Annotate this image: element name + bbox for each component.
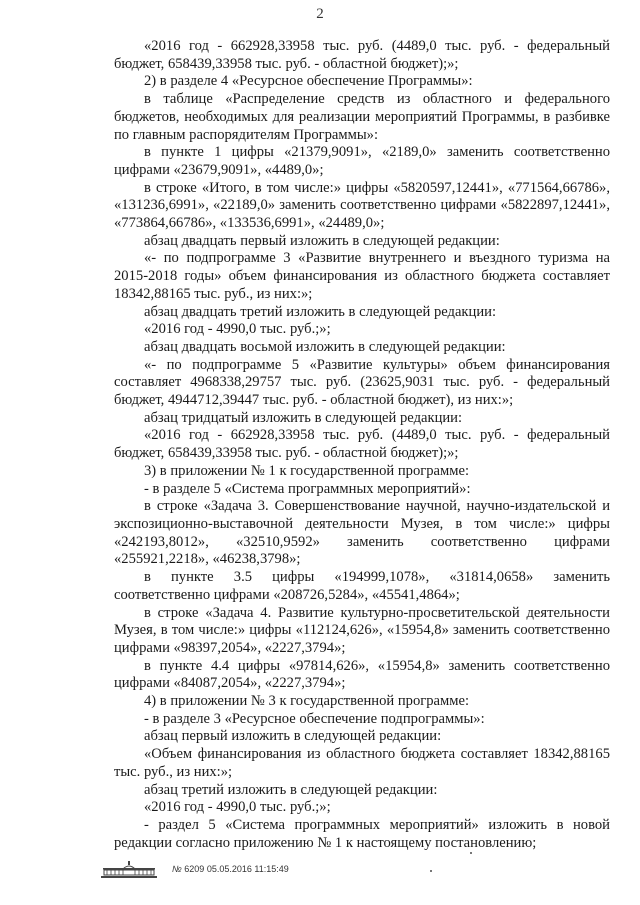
document-number: 6209 xyxy=(184,864,205,874)
paragraph: абзац третий изложить в следующей редакции: xyxy=(144,781,438,798)
paragraph: в пункте 1 цифры «21379,9091», «2189,0» заменить соответственно цифрами «23679,9091», «4489,0»; xyxy=(114,144,610,178)
registration-stamp xyxy=(172,864,289,874)
document-body xyxy=(114,38,610,852)
paragraph: - раздел 5 «Система программных мероприятий» изложить в новой редакции согласно приложению № 1 к настоящему постановлению; xyxy=(114,816,610,851)
paragraph: - в разделе 3 «Ресурсное обеспечение подпрограммы»: xyxy=(144,710,485,727)
page-number: 2 xyxy=(316,6,324,22)
paragraph: абзац двадцать первый изложить в следующей редакции: xyxy=(144,232,500,249)
paragraph: «Объем финансирования из областного бюджета составляет 18342,88165 тыс. руб., из них:»; xyxy=(114,746,610,780)
paragraph: - в разделе 5 «Система программных мероприятий»: xyxy=(144,480,471,497)
paragraph: в строке «Задача 3. Совершенствование научной, научно-издательской и экспозиционно-выставочной деятельности Музея, в том числе:» цифры «242193,8012», «32510,9592» заменить соответственно цифрами «255921,2218», «46238,3798»; xyxy=(114,498,610,568)
paragraph: «- по подпрограмме 5 «Развитие культуры» объем финансирования составляет 4968338,29757 тыс. руб. (23625,9031 тыс. руб. - федеральный бюджет, 4944712,39447 тыс. руб. - областной бюджет), из них:»; xyxy=(114,356,610,409)
paragraph: абзац первый изложить в следующей редакции: xyxy=(144,728,442,745)
paragraph: в пункте 4.4 цифры «97814,626», «15954,8» заменить соответственно цифрами «84087,2054», «2227,3794»; xyxy=(114,657,610,692)
paragraph: «2016 год - 662928,33958 тыс. руб. (4489,0 тыс. руб. - федеральный бюджет, 658439,33958 тыс. руб. - областной бюджет);»; xyxy=(114,38,610,72)
paragraph: «2016 год - 4990,0 тыс. руб.;»; xyxy=(144,321,331,338)
paragraph: в пункте 3.5 цифры «194999,1078», «31814,0658» заменить соответственно цифрами «208726,5284», «45541,4864»; xyxy=(114,569,610,603)
paragraph: 4) в приложении № 3 к государственной программе: xyxy=(144,693,470,710)
registration-date: 05.05.2016 xyxy=(206,864,252,874)
paragraph: в строке «Итого, в том числе:» цифры «5820597,12441», «771564,66786», «131236,6991», «22189,0» заменить соответственно цифрами «5822897,12441», «773864,66786», «133536,6991», «24489,0»; xyxy=(114,179,610,232)
paragraph: абзац двадцать восьмой изложить в следующей редакции: xyxy=(144,338,506,355)
paragraph: «2016 год - 662928,33958 тыс. руб. (4489,0 тыс. руб. - федеральный бюджет, 658439,33958 тыс. руб. - областной бюджет);»; xyxy=(114,427,610,462)
paragraph: «- по подпрограмме 3 «Развитие внутреннего и въездного туризма на 2015-2018 годы» объем финансирования из областного бюджета составляет 18342,88165 тыс. руб., из них:»; xyxy=(114,250,610,302)
document-footer xyxy=(100,857,289,881)
paragraph: в таблице «Распределение средств из областного и федерального бюджетов, необходимых для реализации мероприятий Программы, в разбивке по главным распорядителям Программы»: xyxy=(114,91,610,143)
paragraph: в строке «Задача 4. Развитие культурно-просветительской деятельности Музея, в том числе:» цифры «112124,626», «15954,8» заменить соответственно цифрами «98397,2054», «2227,3794»; xyxy=(114,604,610,656)
building-logo-icon xyxy=(100,859,158,879)
paragraph: абзац тридцатый изложить в следующей редакции: xyxy=(144,409,463,426)
number-sign: № xyxy=(172,864,182,874)
paragraph: «2016 год - 4990,0 тыс. руб.;»; xyxy=(144,799,331,816)
paragraph: 3) в приложении № 1 к государственной программе: xyxy=(144,462,470,479)
scan-speck xyxy=(430,870,432,872)
paragraph: 2) в разделе 4 «Ресурсное обеспечение Программы»: xyxy=(144,73,473,90)
scan-speck xyxy=(470,852,472,854)
paragraph: абзац двадцать третий изложить в следующей редакции: xyxy=(144,303,497,320)
registration-time: 11:15:49 xyxy=(254,864,289,874)
